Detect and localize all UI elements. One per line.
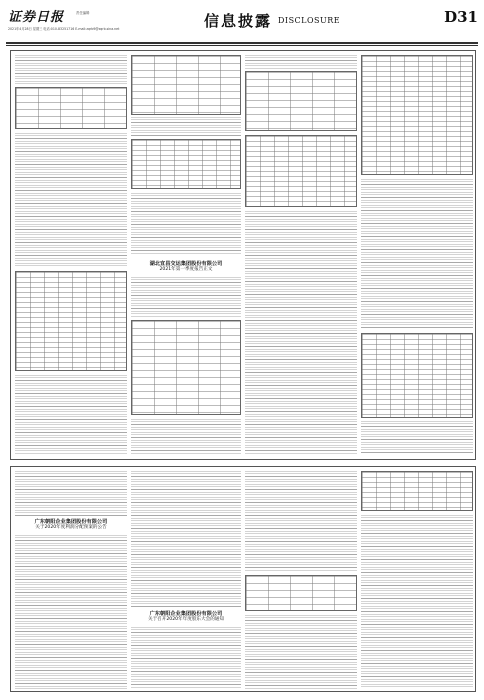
text-column-5 (15, 471, 127, 689)
text-lines (131, 419, 241, 455)
text-lines (15, 535, 127, 689)
section-title: 信息披露 (204, 12, 273, 30)
text-lines (361, 515, 473, 689)
data-table (131, 320, 241, 415)
newspaper-logo: 证券日报 (8, 10, 65, 25)
masthead (6, 4, 478, 42)
data-table (361, 471, 473, 511)
date-line: 2021年4月28日 星期三 电话:010-83251716 E-mail:zqrb9@zqrb.sina.net (8, 27, 120, 31)
data-table (131, 139, 241, 189)
article-heading (131, 261, 241, 273)
data-table (245, 575, 357, 611)
article-heading (15, 519, 127, 531)
article-title-line2: 关于2020年度利润分配预案的公告 (35, 525, 107, 530)
data-table (361, 55, 473, 175)
data-table (361, 333, 473, 418)
data-table (245, 135, 357, 207)
text-lines (15, 133, 127, 268)
page-number: D31 (444, 8, 478, 26)
data-table (131, 55, 241, 115)
edition-label: 责任编辑 (76, 11, 90, 15)
article-heading (131, 611, 241, 623)
text-lines (361, 421, 473, 455)
text-lines (131, 193, 241, 255)
top-announcement-block (10, 50, 476, 460)
text-lines (131, 627, 241, 689)
text-lines (361, 179, 473, 329)
text-column-6 (131, 471, 241, 689)
text-lines (15, 55, 127, 85)
text-lines (131, 471, 241, 607)
text-lines (15, 471, 127, 517)
data-table (15, 87, 127, 129)
article-title-line1: 广东朝阳企业集团股份有限公司 (34, 519, 108, 525)
text-lines (245, 615, 357, 689)
article-title-line1: 广东朝阳企业集团股份有限公司 (149, 611, 223, 617)
data-table (15, 271, 127, 371)
text-lines (245, 471, 357, 571)
text-lines (245, 55, 357, 69)
masthead-rule-thin (6, 45, 478, 46)
data-table (245, 71, 357, 131)
text-column-3 (245, 55, 357, 455)
text-lines (131, 117, 241, 137)
text-lines (245, 211, 357, 455)
text-column-4 (361, 55, 473, 455)
article-title-line2: 2021年第一季度报告正文 (159, 267, 213, 272)
text-lines (15, 375, 127, 455)
text-column-7 (245, 471, 357, 689)
bottom-announcement-block (10, 466, 476, 692)
text-column-1 (15, 55, 127, 455)
article-title-line2: 关于召开2020年年度股东大会的通知 (147, 617, 224, 622)
text-lines (131, 277, 241, 317)
masthead-rule (6, 42, 478, 44)
article-title-line1: 湖北宜昌交运集团股份有限公司 (149, 261, 223, 267)
text-column-2 (131, 55, 241, 455)
text-column-8 (361, 471, 473, 689)
section-title-en: DISCLOSURE (278, 16, 341, 25)
